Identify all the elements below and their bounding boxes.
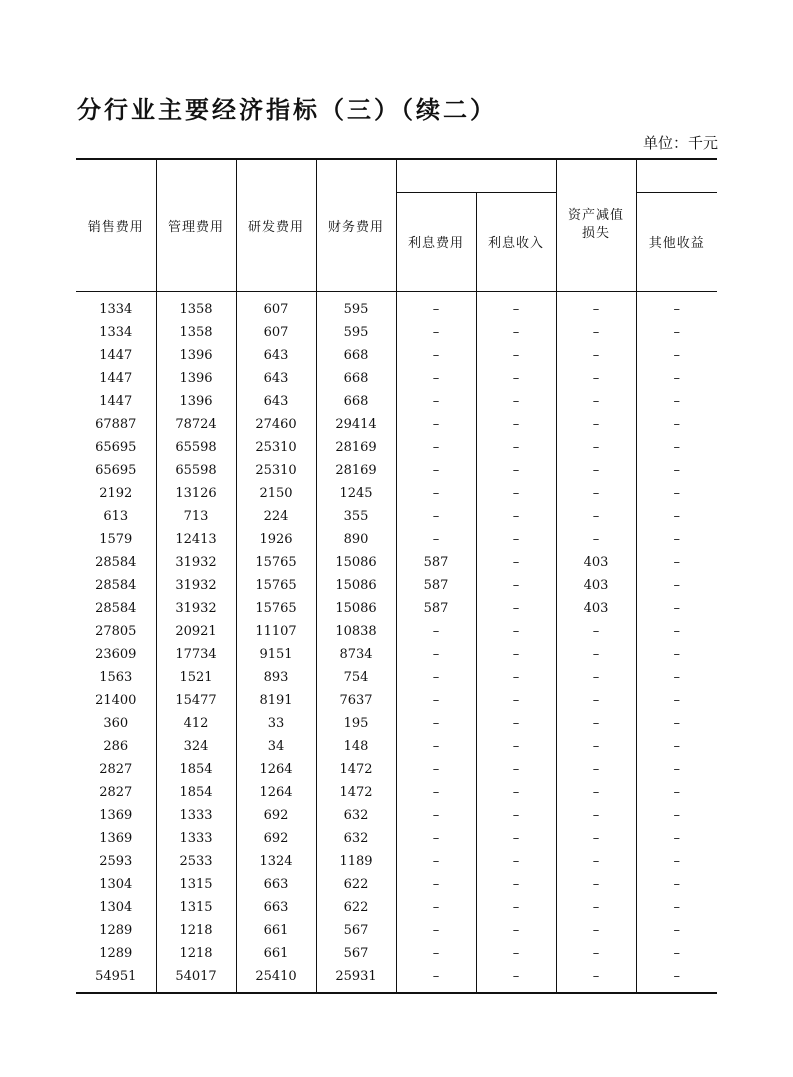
table-cell: – (396, 321, 476, 344)
table-cell: – (636, 367, 717, 390)
table-cell: – (476, 781, 556, 804)
table-cell: 587 (396, 574, 476, 597)
table-cell: 25410 (236, 965, 316, 993)
table-cell: 403 (556, 574, 636, 597)
table-cell: – (396, 965, 476, 993)
table-cell: – (476, 390, 556, 413)
table-cell: – (636, 735, 717, 758)
table-cell: 1304 (99, 899, 133, 915)
table-cell: – (556, 873, 636, 896)
table-cell: 1369 (99, 830, 133, 846)
header-admin-expense: 管理费用 (156, 159, 236, 291)
header-other-income: 其他收益 (636, 192, 717, 291)
table-cell: 31932 (156, 597, 236, 620)
table-row (76, 689, 717, 712)
table-cell: 27460 (236, 413, 316, 436)
table-cell: 713 (156, 505, 236, 528)
table-cell: 587 (396, 551, 476, 574)
table-cell: – (396, 827, 476, 850)
table-cell: 27805 (95, 623, 137, 639)
table-cell: – (476, 436, 556, 459)
table-cell: 1289 (99, 945, 133, 961)
table-cell: 692 (236, 804, 316, 827)
table-cell: – (396, 896, 476, 919)
table-cell: – (476, 896, 556, 919)
table-cell: 1396 (156, 344, 236, 367)
table-cell: 1315 (156, 873, 236, 896)
table-row (76, 482, 717, 505)
table-cell: 15086 (316, 597, 396, 620)
table-cell: 668 (316, 390, 396, 413)
table-cell: 1333 (156, 804, 236, 827)
table-cell: 1854 (156, 781, 236, 804)
table-cell: 1369 (99, 807, 133, 823)
table-cell: 25310 (236, 436, 316, 459)
table-cell: – (476, 344, 556, 367)
table-cell: – (556, 965, 636, 993)
table-cell: 668 (316, 367, 396, 390)
table-cell: – (476, 919, 556, 942)
table-cell: 1396 (156, 390, 236, 413)
table-cell: – (636, 574, 717, 597)
table-row (76, 620, 717, 643)
page-title: 分行业主要经济指标（三）（续二） (77, 96, 497, 124)
table-cell: – (476, 597, 556, 620)
table-cell: 65695 (95, 462, 137, 478)
table-cell: – (396, 620, 476, 643)
table-cell: 632 (316, 804, 396, 827)
table-cell: – (556, 735, 636, 758)
table-cell: – (636, 620, 717, 643)
unit-label: 单位：千元 (642, 134, 718, 152)
table-cell: 403 (556, 597, 636, 620)
table-cell: – (476, 735, 556, 758)
table-cell: – (636, 896, 717, 919)
header-interest-income: 利息收入 (476, 192, 556, 291)
table-cell: 28169 (316, 436, 396, 459)
table-row (76, 850, 717, 873)
table-cell: – (476, 321, 556, 344)
table-cell: – (556, 896, 636, 919)
table-cell: – (556, 712, 636, 735)
table-cell: – (556, 528, 636, 551)
table-cell: 17734 (156, 643, 236, 666)
table-cell: – (636, 758, 717, 781)
table-row (76, 413, 717, 436)
table-cell: 1315 (156, 896, 236, 919)
table-cell: – (556, 482, 636, 505)
table-row (76, 597, 717, 620)
table-cell: – (476, 965, 556, 993)
table-row (76, 390, 717, 413)
table-cell: 1334 (99, 324, 133, 340)
table-row (76, 712, 717, 735)
table-cell: 893 (236, 666, 316, 689)
table-cell: – (396, 804, 476, 827)
table-cell: 613 (103, 508, 129, 524)
table-row (76, 735, 717, 758)
table-cell: – (476, 620, 556, 643)
table-cell: – (476, 574, 556, 597)
table-cell: 567 (316, 919, 396, 942)
table-cell: 25931 (316, 965, 396, 993)
table-cell: 78724 (156, 413, 236, 436)
table-cell: 54951 (76, 965, 156, 993)
table-cell: – (556, 689, 636, 712)
table-row (76, 873, 717, 896)
table-cell: 890 (316, 528, 396, 551)
table-cell: – (476, 689, 556, 712)
table-cell: – (636, 781, 717, 804)
table-cell: – (556, 390, 636, 413)
table-cell: 15086 (316, 574, 396, 597)
table-cell: – (636, 390, 717, 413)
table-row (76, 666, 717, 689)
table-row (76, 919, 717, 942)
table-row (76, 551, 717, 574)
table-cell: 1358 (156, 291, 236, 321)
table-cell: 1396 (156, 367, 236, 390)
table-cell: – (556, 827, 636, 850)
table-cell: 360 (103, 715, 129, 731)
table-cell: – (636, 321, 717, 344)
table-cell: – (556, 367, 636, 390)
table-cell: – (476, 528, 556, 551)
table-cell: – (636, 666, 717, 689)
table-cell: – (396, 758, 476, 781)
table-cell: 1218 (156, 942, 236, 965)
table-cell: 67887 (95, 416, 137, 432)
table-cell: – (636, 551, 717, 574)
table-cell: – (396, 919, 476, 942)
table-cell: 23609 (95, 646, 137, 662)
table-cell: – (476, 459, 556, 482)
table-cell: – (476, 291, 556, 321)
table-cell: 65695 (95, 439, 137, 455)
table-cell: 2150 (236, 482, 316, 505)
table-row (76, 758, 717, 781)
table-cell: 1304 (99, 876, 133, 892)
table-cell: 663 (236, 896, 316, 919)
table-cell: 595 (316, 321, 396, 344)
table-cell: – (476, 551, 556, 574)
table-cell: 643 (236, 390, 316, 413)
header-rd-expense: 研发费用 (236, 159, 316, 291)
table-cell: – (396, 712, 476, 735)
table-cell: 195 (316, 712, 396, 735)
table-cell: – (636, 482, 717, 505)
table-cell: – (396, 873, 476, 896)
table-cell: 11107 (236, 620, 316, 643)
table-cell: – (476, 505, 556, 528)
table-cell: – (476, 873, 556, 896)
table-cell: 661 (236, 919, 316, 942)
table-row (76, 344, 717, 367)
table-cell: 668 (316, 344, 396, 367)
table-row (76, 804, 717, 827)
table-row (76, 827, 717, 850)
table-cell: – (396, 505, 476, 528)
header-other-group (636, 159, 717, 192)
table-cell: – (396, 390, 476, 413)
indicators-table (76, 158, 717, 994)
table-cell: 15086 (316, 551, 396, 574)
table-cell: – (396, 413, 476, 436)
table-cell: 15765 (236, 597, 316, 620)
table-cell: 8191 (236, 689, 316, 712)
table-cell: – (556, 321, 636, 344)
table-cell: – (476, 712, 556, 735)
table-cell: 1289 (99, 922, 133, 938)
table-cell: – (476, 367, 556, 390)
table-cell: – (556, 505, 636, 528)
table-cell: 1472 (316, 758, 396, 781)
table-cell: – (476, 643, 556, 666)
table-cell: 54017 (156, 965, 236, 993)
header-interest-expense: 利息费用 (396, 192, 476, 291)
table-cell: 1447 (99, 393, 133, 409)
header-impairment-loss: 资产减值 损失 (556, 159, 636, 291)
table-cell: – (396, 344, 476, 367)
table-cell: 28584 (95, 577, 137, 593)
table-cell: 1264 (236, 758, 316, 781)
table-cell: – (556, 781, 636, 804)
table-cell: – (636, 942, 717, 965)
table-cell: 20921 (156, 620, 236, 643)
table-cell: 286 (103, 738, 129, 754)
table-cell: 661 (236, 942, 316, 965)
header-finance-subgroup (396, 159, 556, 192)
table-cell: 692 (236, 827, 316, 850)
table-cell: – (396, 689, 476, 712)
table-cell: 15477 (156, 689, 236, 712)
table-cell: – (636, 850, 717, 873)
table-cell: 28584 (95, 554, 137, 570)
header-finance-expense: 财务费用 (316, 159, 396, 291)
table-cell: 412 (156, 712, 236, 735)
table-row (76, 574, 717, 597)
table-cell: – (396, 436, 476, 459)
table-cell: – (476, 482, 556, 505)
table-cell: 607 (236, 321, 316, 344)
table-cell: – (636, 436, 717, 459)
table-cell: – (396, 942, 476, 965)
table-cell: – (636, 643, 717, 666)
table-cell: – (476, 758, 556, 781)
table-cell: – (556, 643, 636, 666)
table-cell: – (476, 413, 556, 436)
table-cell: – (396, 482, 476, 505)
table-cell: – (476, 850, 556, 873)
table-cell: – (476, 804, 556, 827)
table-cell: 31932 (156, 551, 236, 574)
table-cell: 34 (236, 735, 316, 758)
table-cell: – (636, 291, 717, 321)
table-cell: – (396, 291, 476, 321)
table-cell: – (556, 436, 636, 459)
table-cell: 7637 (316, 689, 396, 712)
table-cell: 2827 (99, 784, 133, 800)
table-cell: 13126 (156, 482, 236, 505)
table-cell: – (476, 942, 556, 965)
table-cell: 1926 (236, 528, 316, 551)
table-cell: – (396, 643, 476, 666)
table-row (76, 291, 717, 321)
table-cell: – (556, 804, 636, 827)
table-cell: – (556, 850, 636, 873)
table-cell: 2827 (99, 761, 133, 777)
table-cell: – (556, 919, 636, 942)
table-cell: – (636, 597, 717, 620)
table-cell: 643 (236, 367, 316, 390)
table-cell: 567 (316, 942, 396, 965)
table-cell: 663 (236, 873, 316, 896)
table-cell: 15765 (236, 574, 316, 597)
table-cell: – (636, 712, 717, 735)
table-cell: – (636, 827, 717, 850)
table-cell: 403 (556, 551, 636, 574)
table-row (76, 781, 717, 804)
table-cell: 9151 (236, 643, 316, 666)
table-cell: 643 (236, 344, 316, 367)
table-cell: – (636, 965, 717, 993)
table-cell: 224 (236, 505, 316, 528)
table-cell: 148 (316, 735, 396, 758)
table-cell: 21400 (95, 692, 137, 708)
table-cell: 607 (236, 291, 316, 321)
table-cell: 1472 (316, 781, 396, 804)
table-cell: 587 (396, 597, 476, 620)
table-cell: 12413 (156, 528, 236, 551)
table-cell: – (396, 781, 476, 804)
table-cell: 1324 (236, 850, 316, 873)
table-cell: 25310 (236, 459, 316, 482)
table-cell: 1563 (99, 669, 133, 685)
table-cell: 28169 (316, 459, 396, 482)
table-cell: 1334 (99, 301, 133, 317)
table-cell: – (396, 367, 476, 390)
table-cell: – (556, 291, 636, 321)
table-cell: 33 (236, 712, 316, 735)
table-row (76, 459, 717, 482)
header-sales-expense: 销售费用 (76, 159, 156, 291)
table-cell: 1245 (316, 482, 396, 505)
table-cell: – (396, 850, 476, 873)
table-body (76, 291, 717, 993)
table-cell: 622 (316, 873, 396, 896)
table-row (76, 896, 717, 919)
table-cell: 1854 (156, 758, 236, 781)
table-cell: – (476, 666, 556, 689)
table-cell: – (396, 735, 476, 758)
table-row (76, 367, 717, 390)
table-cell: 595 (316, 291, 396, 321)
table-cell: 65598 (156, 459, 236, 482)
table-cell: 355 (316, 505, 396, 528)
table-cell: – (556, 666, 636, 689)
table-row (76, 436, 717, 459)
table-cell: – (636, 528, 717, 551)
table-cell: – (636, 505, 717, 528)
table-cell: 324 (156, 735, 236, 758)
table-row (76, 965, 717, 993)
table-cell: 1447 (99, 370, 133, 386)
table-cell: – (396, 459, 476, 482)
table-cell: – (636, 344, 717, 367)
table-cell: – (636, 413, 717, 436)
table-cell: 8734 (316, 643, 396, 666)
table-cell: 1579 (99, 531, 133, 547)
table-cell: 632 (316, 827, 396, 850)
table-cell: – (556, 344, 636, 367)
table-cell: 2593 (99, 853, 133, 869)
table-cell: 10838 (316, 620, 396, 643)
table-cell: 2192 (99, 485, 133, 501)
table-cell: – (396, 528, 476, 551)
table-cell: 622 (316, 896, 396, 919)
table-cell: – (396, 666, 476, 689)
table-row (76, 321, 717, 344)
table-cell: 1264 (236, 781, 316, 804)
table-cell: – (556, 942, 636, 965)
table-cell: 28584 (95, 600, 137, 616)
table-cell: 15765 (236, 551, 316, 574)
table-cell: 1521 (156, 666, 236, 689)
table-cell: 2533 (156, 850, 236, 873)
table-cell: – (636, 873, 717, 896)
table-cell: 1333 (156, 827, 236, 850)
table-cell: – (556, 758, 636, 781)
table-cell: 1218 (156, 919, 236, 942)
table-row (76, 505, 717, 528)
table-row (76, 643, 717, 666)
table-cell: – (636, 919, 717, 942)
table-cell: 1189 (316, 850, 396, 873)
table-row (76, 528, 717, 551)
table-cell: – (556, 413, 636, 436)
table-cell: – (556, 459, 636, 482)
table-cell: 1358 (156, 321, 236, 344)
table-cell: 65598 (156, 436, 236, 459)
table-cell: – (636, 804, 717, 827)
table-cell: – (556, 620, 636, 643)
table-cell: 31932 (156, 574, 236, 597)
table-cell: 754 (316, 666, 396, 689)
table-cell: – (636, 689, 717, 712)
table-cell: – (636, 459, 717, 482)
table-row (76, 942, 717, 965)
table-cell: 1447 (99, 347, 133, 363)
table-cell: 29414 (316, 413, 396, 436)
table-cell: – (476, 827, 556, 850)
